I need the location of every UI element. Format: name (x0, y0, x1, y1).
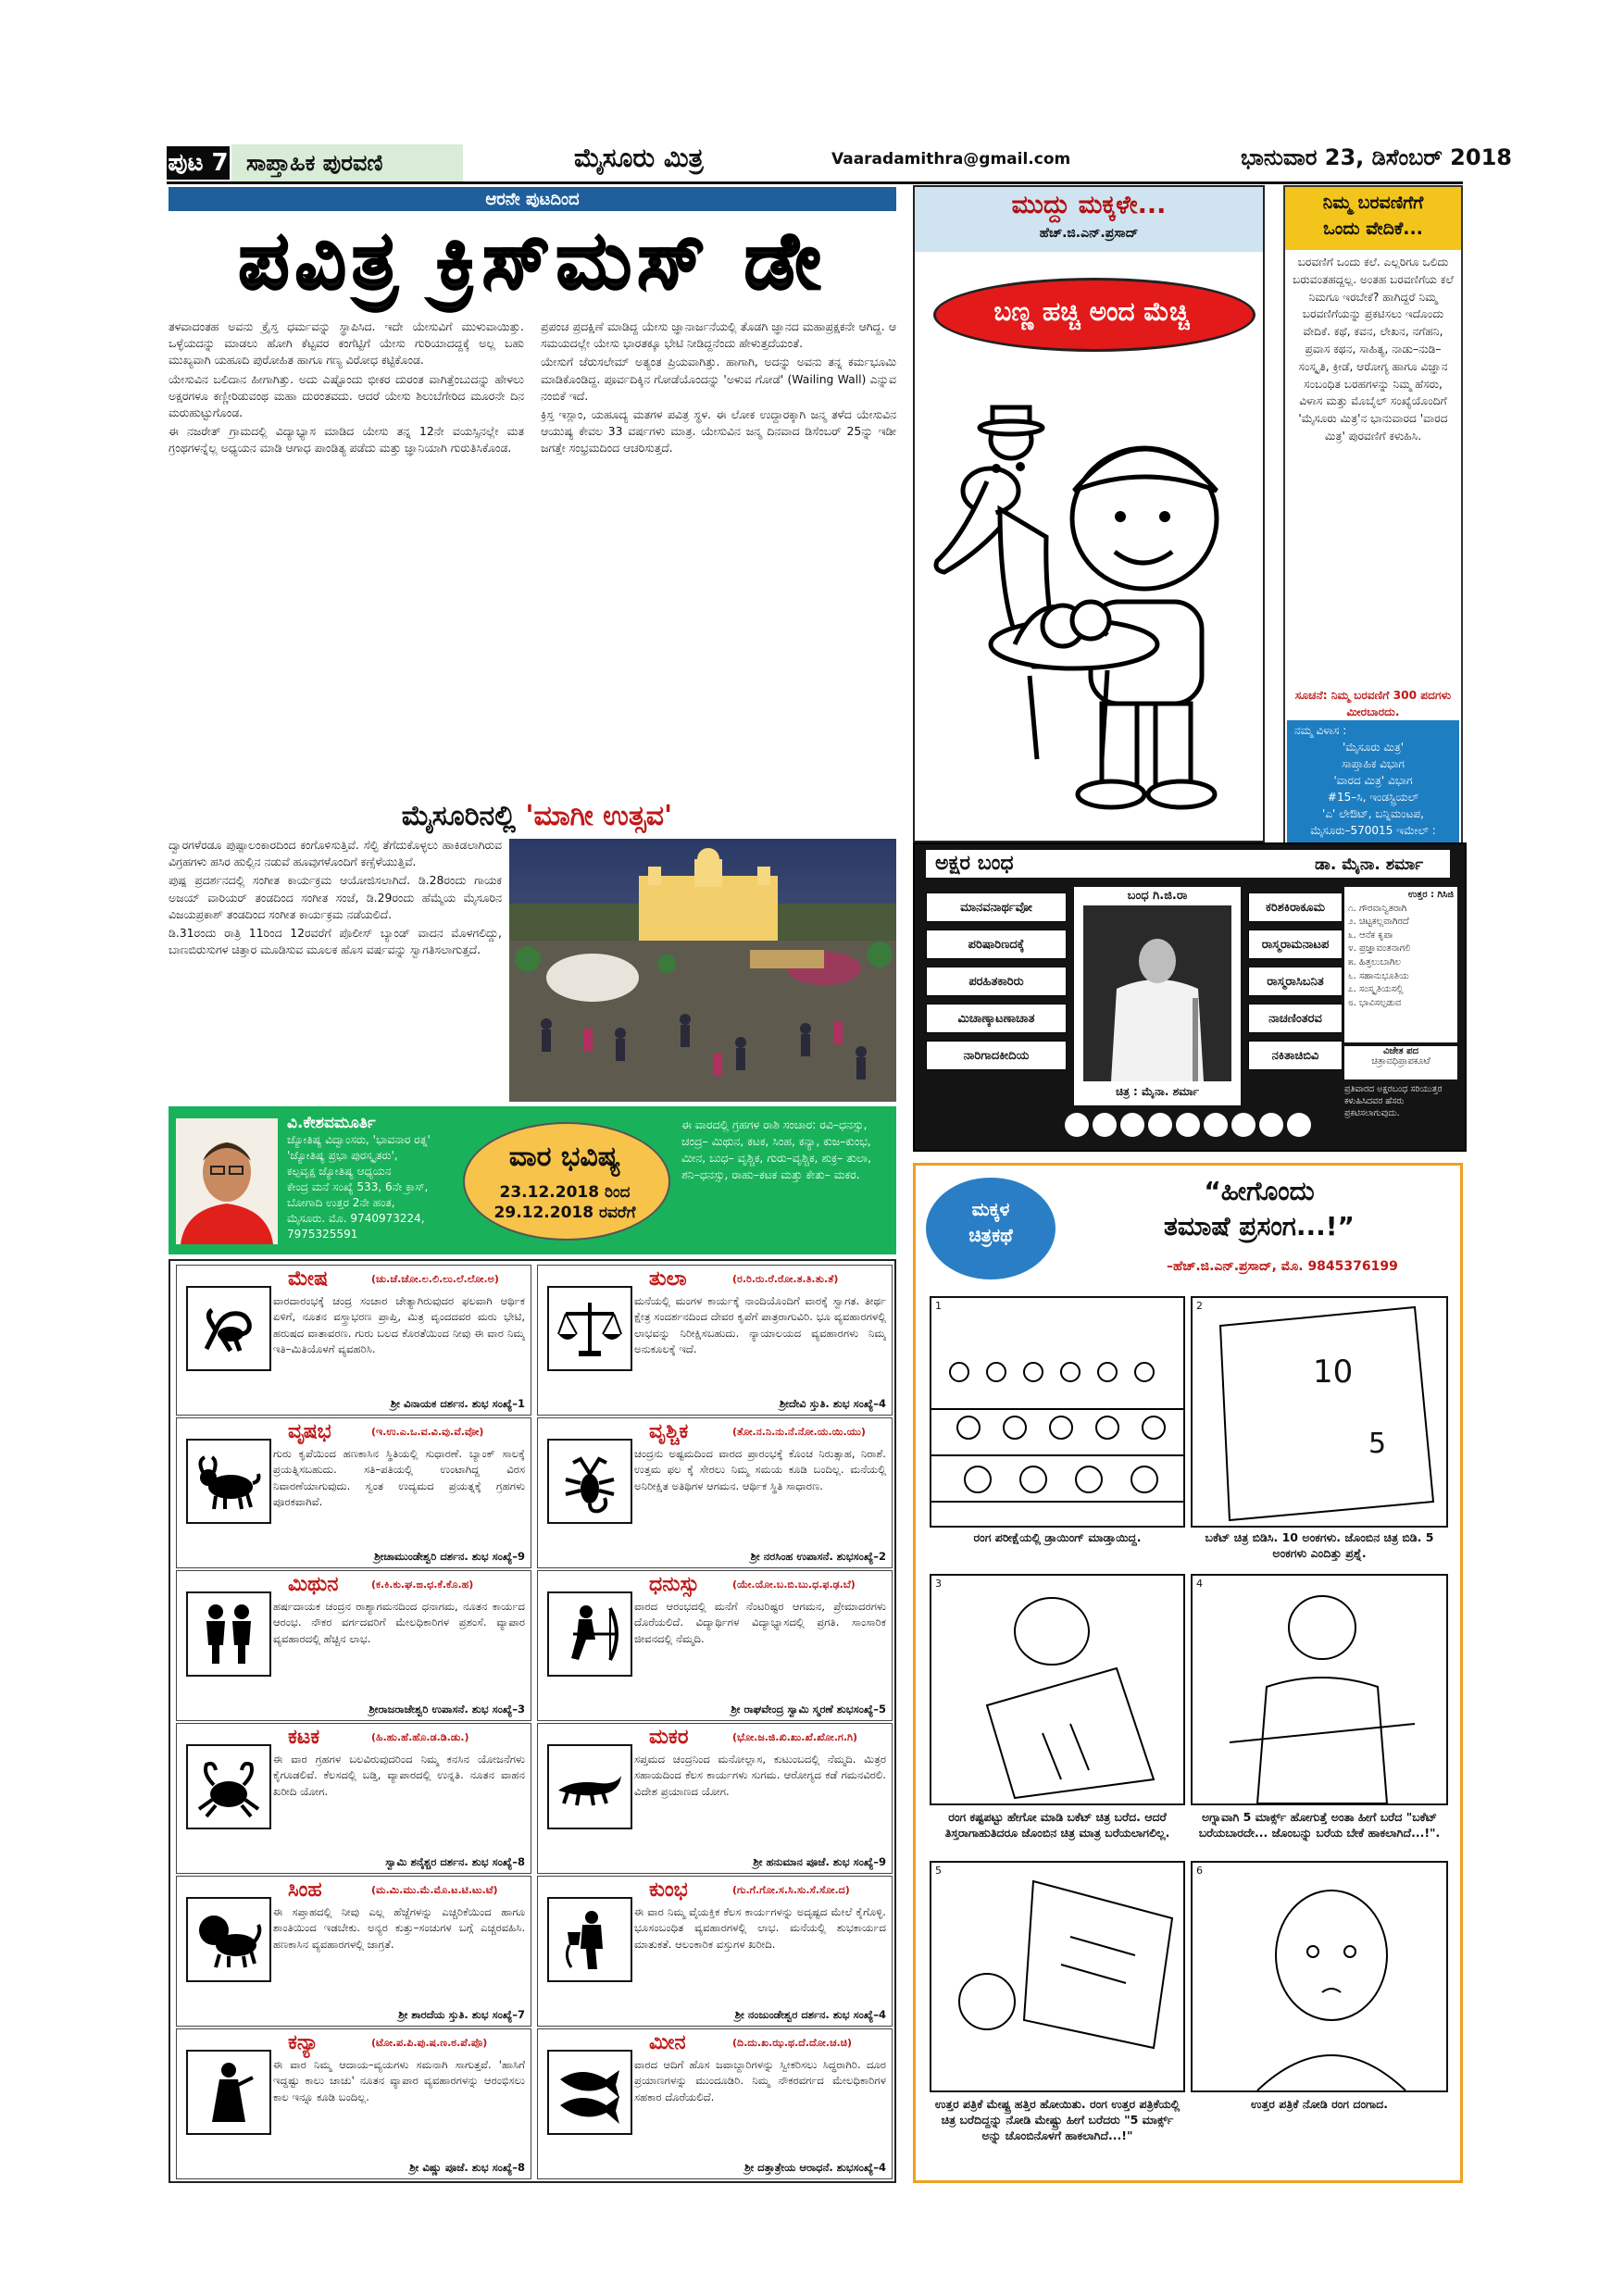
lead-paragraph: ಪ್ರಪಂಚ ಪ್ರದಕ್ಷಿಣೆ ಮಾಡಿದ್ದ ಯೇಸು ಜ್ಞಾನಾರ್ಜನೆಯಲ್ಲಿ ತೊಡಗಿ ಜ್ಞಾನದ ಮಹಾಪ್ರಕ್ಷಕನೇ ಆಗಿದ್ದ. ಆ ಸಮಯದಲ್ಲೇ ಯೇಸು ಭಾರತಕ್ಕೂ ಭೇಟಿ ನೀಡಿದ್ದನೆಂದು ಹೇಳುತ್ತದೆಯಂತೆ. (541, 319, 896, 351)
crossword-left-row[interactable]: ನಾರಿಗಾದಕೀದಿಯ (926, 1041, 1067, 1070)
astrologer-credential: ಬೋಗಾದಿ ಉತ್ತರ 2ನೇ ಹಂತ, (287, 1196, 395, 1209)
comic-panel (1191, 1296, 1448, 1528)
answer-circle[interactable] (1120, 1113, 1144, 1137)
submissions-text: ಬರವಣಿಗೆ ಒಂದು ಕಲೆ. ಎಲ್ಲರಿಗೂ ಒಲಿದು ಬರುವಂತಹದ್ದಲ್ಲ. ಅಂತಹ ಬರವಣಿಗೆಯ ಕಲೆ ನಿಮಗೂ ಇರಬೇಕೆ? ಹಾಗಿದ್ದರೆ ನಿಮ್ಮ ಬರವಣಿಗೆಯನ್ನು ಪ್ರಕಟಿಸಲು ಇದೊಂದು ವೇದಿಕೆ. ಕಥೆ, ಕವನ, ಲೇಖನ, ನಗೆಹನಿ, ಪ್ರವಾಸ ಕಥನ, ಸಾಹಿತ್ಯ, ನಾಡು–ನುಡಿ–ಸಂಸ್ಕೃತಿ, ಕ್ರೀಡೆ, ಆರೋಗ್ಯ ಹಾಗೂ ವಿಜ್ಞಾನ ಸಂಬಂಧಿತ ಬರಹಗಳನ್ನು ನಿಮ್ಮ ಹೆಸರು, ವಿಳಾಸ ಮತ್ತು ಮೊಬೈಲ್ ಸಂಖ್ಯೆಯೊಂದಿಗೆ 'ಮೈಸೂರು ಮಿತ್ರ'ನ ಭಾನುವಾರದ 'ವಾರದ ಮಿತ್ರ' ಪುರವಣಿಗೆ ಕಳುಹಿಸಿ. (1293, 256, 1454, 443)
sign-footer: ಶ್ರೀರಾಜರಾಜೇಶ್ವರಿ ಉಪಾಸನೆ. ಶುಭ ಸಂಖ್ಯೆ–3 (369, 1703, 525, 1716)
taurus-icon (186, 1439, 271, 1524)
sign-card (176, 1723, 531, 1874)
sign-footer: ಶ್ರೀಚಾಮುಂಡೇಶ್ವರಿ ದರ್ಶನ. ಶುಭ ಸಂಖ್ಯೆ–9 (374, 1550, 525, 1563)
lead-column-1 (169, 318, 524, 800)
header-email: Vaaradamithra@gmail.com (831, 150, 1071, 168)
comic-title-line1: “ಹೀಗೊಂದು (1204, 1176, 1315, 1206)
sign-letters: (ಯೇ.ಯೋ.ಬ.ಬಿ.ಬು.ಧ.ಫ.ಢ.ಬೆ) (732, 1578, 856, 1591)
comic-caption: ರಂಗ ಪರೀಕ್ಷೆಯಲ್ಲಿ ಡ್ರಾಯಿಂಗ್ ಮಾಡ್ತಾಯಿದ್ದ. (973, 1530, 1142, 1544)
sign-name: ವೃಶ್ಚಿಕ (649, 1420, 689, 1443)
crossword-answer: ೩. ಆನೆಕ ಕೃಪಾ (1348, 930, 1393, 941)
comic-caption: ಬಕೆಟ್ ಚಿತ್ರ ಬಿಡಿಸಿ. 10 ಅಂಕಗಳು. ಜೊಂಬಿನ ಚಿತ್ರ ಬಿಡಿ. 5 ಅಂಕಗಳು ಎಂದಿತ್ತು ಪ್ರಶ್ನೆ. (1205, 1530, 1434, 1560)
sign-footer: ಶ್ರೀ ದತ್ತಾತ್ರೇಯ ಆರಾಧನೆ. ಶುಭಸಂಖ್ಯೆ–4 (744, 2161, 886, 2174)
panel-number: 5 (935, 1865, 942, 1877)
horoscope-title: ವಾರ ಭವಿಷ್ಯ (508, 1141, 621, 1173)
answer-circle[interactable] (1231, 1113, 1255, 1137)
crossword-answers (1344, 887, 1457, 1042)
astrologer-photo (176, 1118, 278, 1244)
panel-number: 2 (1196, 1300, 1203, 1312)
crossword-right-row[interactable]: ನಾಚಣಿಂತರವ (1248, 1004, 1343, 1033)
crossword-prize-tag: ವಿಜೇತ ಪದ (1382, 1046, 1419, 1056)
address-line: ಸಾಪ್ತಾಹಿಕ ವಿಭಾಗ (1342, 757, 1405, 770)
lead-column-2 (541, 318, 896, 800)
sign-letters: (ಗು.ಗೆ.ಗೋ.ಸ.ಸಿ.ಸು.ಸೆ.ಸೋ.ದ) (732, 1884, 850, 1896)
sign-text: ಈ ಸಪ್ತಾಹದಲ್ಲಿ ನೀವು ಎಲ್ಲ ಹೆಜ್ಜೆಗಳನ್ನು ಎಚ್ಚರಿಕೆಯಿಂದ ಹಾಗೂ ಶಾಂತಿಯಿಂದ ಇಡಬೇಕು. ಅನ್ಯರ ಕುತ್ತು–ಸಂಚುಗಳ ಬಗ್ಗೆ ಎಚ್ಚರವಹಿಸಿ. ಹಣಕಾಸಿನ ವ್ಯವಹಾರಗಳಲ್ಲಿ ಜಾಗ್ರತೆ. (273, 1905, 525, 1951)
sign-text: ವಾರದ ಆರಂಭದಲ್ಲಿ ಮನೆಗೆ ನೆಂಟರಿಷ್ಟರ ಆಗಮನ, ಪ್ರೇಮಾದರಗಳು ದೊರೆಯಲಿದೆ. ವಿದ್ಯಾರ್ಥಿಗಳ ವಿದ್ಯಾಭ್ಯಾಸದಲ್ಲಿ ಪ್ರಗತಿ. ಸಾಂಸಾರಿಕ ಜೀವನದಲ್ಲಿ ನೆಮ್ಮದಿ. (634, 1600, 886, 1645)
sign-footer: ಶ್ರೀ ವಿಷ್ಣು ಪೂಜೆ. ಶುಭ ಸಂಖ್ಯೆ–8 (409, 2161, 525, 2174)
crossword-note: ಪ್ರತಿವಾರದ ಅಕ್ಷರಬಂಧ ಸರಿಯುತ್ತರ ಕಳುಹಿಸಿದವರ ಹೆಸರು ಪ್ರಕಟಿಸಲಾಗುವುದು. (1344, 1084, 1443, 1118)
answer-circle[interactable] (1204, 1113, 1228, 1137)
submissions-note: ಸೂಚನೆ: ನಿಮ್ಮ ಬರವಣಿಗೆ 300 ಪದಗಳು ಮೀರಬಾರದು. (1294, 689, 1452, 718)
crossword-answer-circles (1065, 1113, 1333, 1141)
sign-footer: ಶ್ರೀ ವಿನಾಯಕ ದರ್ಶನ. ಶುಭ ಸಂಖ್ಯೆ–1 (390, 1397, 525, 1410)
sign-letters: (ಚು.ಚೆ.ಚೋ.ಲ.ಲಿ.ಲು.ಲೆ.ಲೋ.ಅ) (371, 1273, 499, 1285)
sign-letters: (ದಿ.ದು.ಖ.ಝ.ಥ.ದೆ.ದೋ.ಚ.ಚಿ) (732, 2037, 853, 2049)
gemini-icon (186, 1591, 271, 1677)
astrologer-credential: 'ಜ್ಯೋತಿಷ್ಯ ಪ್ರಭಾ ಪುರಸ್ಕೃತರು', (287, 1149, 398, 1162)
crossword-answer: ೫. ಹಿತ್ತಲುಬಾಗಿಲ (1348, 956, 1401, 967)
sign-name: ತುಲಾ (649, 1267, 687, 1291)
sign-footer: ಶ್ರೀ ನರಸಿಂಹ ಉಪಾಸನೆ. ಶುಭಸಂಖ್ಯೆ–2 (750, 1550, 886, 1563)
astrologer-credential: ಜ್ಯೋತಿಷ್ಯ ವಿದ್ವಾಂಸರು, 'ಭಾವನಾರ ರತ್ನ' (287, 1133, 431, 1146)
sign-name: ಧನುಸ್ಸು (649, 1573, 700, 1596)
scorpio-icon (547, 1439, 632, 1524)
crossword-right-row[interactable]: ಕರಿಶಕಿರಾಕೂಮ (1248, 892, 1343, 922)
panel-number: 6 (1196, 1865, 1203, 1877)
sign-card (537, 1723, 893, 1874)
paper-mark-5: 5 (1368, 1428, 1387, 1460)
sign-footer: ಸ್ವಾಮಿ ಶನೈಶ್ಚರ ದರ್ಶನ. ಶುಭ ಸಂಖ್ಯೆ–8 (385, 1855, 525, 1868)
crossword-title: ಅಕ್ಷರ ಬಂಧ (935, 852, 1014, 875)
section-title: ಸಾಪ್ತಾಹಿಕ ಪುರವಣಿ (231, 144, 463, 181)
sign-card (537, 1570, 893, 1721)
panel-number: 1 (935, 1300, 942, 1312)
sign-name: ಮಕರ (649, 1726, 689, 1749)
aquarius-icon (547, 1897, 632, 1982)
answer-circle[interactable] (1148, 1113, 1172, 1137)
lead-paragraph: ಯೇಸುಗೆ ಜೆರುಸಲೇಮ್ ಅತ್ಯಂತ ಪ್ರಿಯವಾಗಿತ್ತು. ಹಾಗಾಗಿ, ಅದನ್ನು ಅವನು ತನ್ನ ಕರ್ಮಭೂಮಿ ಮಾಡಿಕೊಂಡಿದ್ದ. ಪೂರ್ವದಿಕ್ಕಿನ ಗೋಡೆಯೊಂದನ್ನು 'ಅಳುವ ಗೋಡೆ' (Wailing Wall) ಎನ್ನುವ ನಂಬಿಕೆ ಇದೆ. (541, 355, 896, 403)
paper-mark-10: 10 (1313, 1354, 1354, 1391)
classroom-illustration (931, 1298, 1183, 1526)
sign-card (176, 1417, 531, 1568)
sign-card (176, 1570, 531, 1721)
panel-number: 4 (1196, 1578, 1203, 1590)
planet-transit-text: ಈ ವಾರದಲ್ಲಿ ಗ್ರಹಗಳ ರಾಶಿ ಸಂಚಾರ: ರವಿ–ಧನಸ್ಸು, ಚಂದ್ರ– ಮಿಥುನ, ಕಟಕ, ಸಿಂಹ, ಕನ್ಯಾ, ಕುಜ–ಕುಂಭ, ಮೀನ, ಬುಧ– ವೃಶ್ಚಿಕ, ಗುರು–ವೃಶ್ಚಿಕ, ಶುಕ್ರ– ತುಲಾ, ಶನಿ–ಧನಸ್ಸು, ರಾಹು–ಕಟಕ ಮತ್ತು ಕೇತು– ಮಕರ. (681, 1117, 872, 1181)
lead-paragraph: ಈ ನಜರೇತ್ ಗ್ರಾಮದಲ್ಲಿ ವಿದ್ಯಾಭ್ಯಾಸ ಮಾಡಿದ ಯೇಸು ತನ್ನ 12ನೇ ವಯಸ್ಸಿನಲ್ಲೇ ಮತ ಗ್ರಂಥಗಳನ್ನೆಲ್ಲ ಅಧ್ಯಯನ ಮಾಡಿ ಆಗಾಧ ಪಾಂಡಿತ್ಯ ಪಡೆದು ಮತ್ತು ಜ್ಞಾನಿಯಾಗಿ ಗುರುತಿಸಿಕೊಂಡ. (169, 424, 524, 455)
sign-name: ಮಿಥುನ (288, 1573, 339, 1596)
palace-flower-show-photo (509, 839, 896, 1102)
lead-paragraph: ಯೇಸುವಿನ ಬಲಿದಾನ ಹೀಗಾಗಿತ್ತು. ಅದು ಎಷ್ಟೊಂದು ಭೀಕರ ದುರಂತ ವಾಗಿತ್ತೆಂಬುದನ್ನು ಹೇಳಲು ಅಕ್ಷರಗಳೂ ಕಣ್ಣೀರಿಡುವಂಥ ಮಹಾ ದುರಂತವದು. ಆದರೆ ಯೇಸು ಶಿಲುಬೆಗೇರಿದ ಮೂರನೇ ದಿನ ಮರುಹುಟ್ಟುಗೊಂಡ. (169, 371, 524, 420)
sign-letters: (ಟೋ.ಪ.ಪಿ.ಪು.ಷ.ಣ.ಠ.ಪೆ.ಪೊ) (371, 2037, 488, 2049)
crossword-portrait (1083, 905, 1231, 1081)
aries-icon (186, 1286, 271, 1371)
sign-letters: (ತೋ.ನ.ನಿ.ನು.ನೆ.ನೋ.ಯ.ಯಿ.ಯು) (732, 1426, 866, 1438)
pisces-icon (547, 2050, 632, 2135)
astrologer-credential: ಕಲ್ಪವೃಕ್ಷ ಜ್ಯೋತಿಷ್ಯ ಆಧ್ಯಯನ (287, 1165, 392, 1178)
kids-byline: ಹೆಚ್.ಜಿ.ಎನ್.ಪ್ರಸಾದ್ (1039, 226, 1139, 241)
panel-number: 3 (935, 1578, 942, 1590)
sign-text: ಚಂದ್ರನು ಅಷ್ಟಮದಿಂದ ವಾರದ ಪ್ರಾರಂಭಕ್ಕೆ ಕೊಂಚ ನಿರುತ್ಸಾಹ, ನಿರಾಶೆ. ಉತ್ತಮ ಫಲ ಕ್ಕೆ ಸೇರಲು ನಿಮ್ಮ ಸಮಯ ಕೂಡಿ ಬಂದಿಲ್ಲ. ಮನೆಯಲ್ಲಿ ಅನಿರೀಕ್ಷಿತ ಅತಿಥಿಗಳ ಆಗಮನ. ಆರ್ಥಿಕ ಸ್ಥಿತಿ ಸಾಧಾರಣ. (634, 1447, 886, 1492)
capricorn-icon (547, 1744, 632, 1829)
crossword-answer: ೮. ಭಾವಿಸಲ್ಪಡುವ (1348, 997, 1402, 1008)
question-paper-illustration (1193, 1298, 1446, 1526)
sign-footer: ಶ್ರೀ ನಂಜುಂಡೇಶ್ವರ ದರ್ಶನ. ಶುಭ ಸಂಖ್ಯೆ–4 (734, 2008, 886, 2021)
sign-name: ಮೇಷ (288, 1267, 329, 1291)
sign-name: ಕುಂಭ (649, 1878, 688, 1902)
comic-panel (930, 1861, 1185, 2092)
crossword-answer-title: ಉತ್ತರ : ಗಿಸಿಜಿ (1407, 890, 1454, 900)
sign-letters: (ಭೋ.ಜ.ಜಿ.ಖಿ.ಖು.ಖೆ.ಖೋ.ಗ.ಗಿ) (732, 1731, 858, 1743)
comic-panel (930, 1574, 1185, 1805)
sign-text: ಈ ವಾರ ಗ್ರಹಗಳ ಬಲವಿರುವುದರಿಂದ ನಿಮ್ಮ ಕನಸಿನ ಯೋಜನೆಗಳು ಕೈಗೂಡಲಿವೆ. ಕೆಲಸದಲ್ಲಿ ಬಡ್ತಿ, ವ್ಯಾಪಾರದಲ್ಲಿ ಉನ್ನತಿ. ನೂತನ ವಾಹನ ಖರೀದಿ ಯೋಗ. (273, 1753, 525, 1798)
submissions-subtitle: ಒಂದು ವೇದಿಕೆ... (1323, 218, 1423, 239)
address-line: #15–ಸಿ, ಇಂಡಸ್ಟ್ರಿಯಲ್ (1327, 791, 1419, 804)
horoscope-range-to: 29.12.2018 ರವರೆಗೆ (493, 1204, 636, 1222)
crossword-left-row[interactable]: ಮಾನವನಾರ್ಥವೋ (926, 892, 1067, 922)
sign-name: ಮೀನ (649, 2031, 686, 2054)
magi-paragraph: ದ್ವಾರಗಳೆರಡೂ ಪುಷ್ಪಾಲಂಕಾರದಿಂದ ಕಂಗೊಳಿಸುತ್ತಿವೆ. ಸೆಲ್ಫಿ ತೆಗೆದುಕೊಳ್ಳಲು ಹಾಕಿಡಲಾಗಿರುವ ವಿಗ್ರಹಗಳು ಹಸಿರ ಹುಲ್ಲಿನ ನಡುವೆ ಹೂವುಗಳೊಂದಿಗೆ ಕಣ್ಸೆಳೆಯುತ್ತಿವೆ. (169, 838, 502, 869)
crossword-prize-word: ಚಿತ್ರಾವಧಿಪ್ರಾಪಕೂಟೆ (1371, 1056, 1430, 1067)
sign-card (537, 2028, 893, 2179)
crossword-left-row[interactable]: ಪರಿಷಾರಿಣದಕ್ಕೆ (926, 930, 1067, 959)
address-line: ಮೈಸೂರು–570015 ಇಮೇಲ್ : (1310, 824, 1436, 837)
masthead: ಮೈಸೂರು ಮಿತ್ರ (574, 143, 704, 173)
sign-text: ಸಪ್ತಮದ ಚಂದ್ರನಿಂದ ಮನೋಲ್ಲಾಸ, ಕುಟುಂಬದಲ್ಲಿ ನೆಮ್ಮದಿ. ಮಿತ್ರರ ಸಹಾಯದಿಂದ ಕೆಲಸ ಕಾರ್ಯಗಳು ಸುಗಮ. ಆರೋಗ್ಯದ ಕಡೆ ಗಮನವಿರಲಿ. ವಿದೇಶ ಪ್ರಯಾಣದ ಯೋಗ. (634, 1753, 886, 1798)
cancer-icon (186, 1744, 271, 1829)
astrologer-credential: 7975325591 (287, 1228, 358, 1241)
crossword-prize-box (1344, 1046, 1457, 1079)
comic-badge-line1: ಮಕ್ಕಳ (971, 1198, 1010, 1220)
sign-name: ಕನ್ಯಾ (288, 2031, 319, 2054)
header-date: ಭಾನುವಾರ 23, ಡಿಸೆಂಬರ್ 2018 (1241, 144, 1512, 170)
sign-text: ವಾರದ ಆದಿಗೆ ಹೊಸ ಜವಾಬ್ದಾರಿಗಳನ್ನು ಸ್ವೀಕರಿಸಲು ಸಿದ್ಧರಾಗಿರಿ. ದೂರ ಪ್ರಯಾಣಗಳನ್ನು ಮುಂದೂಡಿರಿ. ನಿಮ್ಮ ನೌಕರವರ್ಗದ ಮೇಲಧಿಕಾರಿಗಳ ಸಹಕಾರ ದೊರೆಯಲಿದೆ. (634, 2058, 886, 2103)
kids-banner: ಬಣ್ಣ ಹಚ್ಚಿ ಅಂದ ಮೆಚ್ಚಿ (993, 296, 1190, 327)
comic-badge-line2: ಚಿತ್ರಕಥೆ (968, 1224, 1013, 1246)
sign-text: ಈ ವಾರ ನಿಮ್ಮ ಆದಾಯ–ವ್ಯಯಗಳು ಸಮನಾಗಿ ಸಾಗುತ್ತವೆ. 'ಹಾಸಿಗೆ ಇದ್ದಷ್ಟು ಕಾಲು ಚಾಚು' ನೂತನ ವ್ಯಾಪಾರ ವ್ಯವಹಾರಗಳನ್ನು ಆರಂಭಿಸಲು ಕಾಲ ಇನ್ನೂ ಕೂಡಿ ಬಂದಿಲ್ಲ. (273, 2058, 525, 2103)
teacher-correcting-illustration (931, 1863, 1183, 2090)
sign-text: ಈ ವಾರ ನಿಮ್ಮ ವೈಯಕ್ತಿಕ ಕೆಲಸ ಕಾರ್ಯಗಳನ್ನು ಅದೃಷ್ಟದ ಮೇಲೆ ಕೈಗೊಳ್ಳಿ. ಭೂಸಂಬಂಧಿತ ವ್ಯವಹಾರಗಳಲ್ಲಿ ಲಾಭ. ಮನೆಯಲ್ಲಿ ಶುಭಕಾರ್ಯದ ಮಾತುಕತೆ. ಆಲಂಕಾರಿಕ ವಸ್ತುಗಳ ಖರೀದಿ. (634, 1905, 886, 1951)
magi-text (169, 837, 502, 1105)
sign-text: ವಾರದಾರಂಭಕ್ಕೆ ಚಂದ್ರ ಸಂಚಾರ ಚೇತ್ಯಾಗಿರುವುದರ ಫಲವಾಗಿ ಆರ್ಥಿಕ ಏಳಿಗೆ, ನೂತನ ವಸ್ತ್ರಾಭರಣ ಪ್ರಾಪ್ತಿ, ಮಿತ್ರ ವೃಂದದವರ ಮರು ಭೇಟಿ, ಹರುಷದ ವಾತಾವರಣ. ಗುರು ಬಲದ ಕೊರತೆಯಿಂದ ನೀವು ಈ ವಾರ ನಿಮ್ಮ ಇತಿ–ಮಿತಿಯೊಳಗೆ ವ್ಯವಹರಿಸಿ. (273, 1294, 525, 1356)
sign-footer: ಶ್ರೀ ರಾಘವೇಂದ್ರ ಸ್ವಾಮಿ ಸ್ಮರಣೆ ಶುಭಸಂಖ್ಯೆ–5 (731, 1703, 886, 1716)
magi-headline (204, 800, 870, 833)
coloring-cartoon (926, 352, 1252, 833)
crossword-answer: ೭. ಸಂಸ್ಕೃತಿಯಸಲ್ಲಿ (1348, 984, 1404, 995)
answer-circle[interactable] (1065, 1113, 1089, 1137)
crossword-answer: ೧. ಗೌರವಾನ್ವಿತರಾಗಿ (1348, 903, 1407, 914)
crossword-right-row[interactable]: ರಾಸ್ಮರಾಸಿಬನಿತ (1248, 967, 1343, 996)
sign-letters: (ಇ.ಉ.ಎ.ಒ.ವ.ವಿ.ವು.ವೆ.ವೋ) (371, 1426, 484, 1438)
header-rule (167, 181, 1463, 184)
horoscope-range-from: 23.12.2018 ರಿಂದ (499, 1183, 631, 1202)
comic-caption: ಉತ್ತರ ಪತ್ರಿಕೆ ಮೇಷ್ಟ್ರ ಹತ್ತಿರ ಹೋಯಿತು. ರಂಗ ಉತ್ತರ ಪತ್ರಿಕೆಯಲ್ಲಿ ಚಿತ್ರ ಬರೆದಿದ್ದನ್ನು ನೋಡಿ ಮೇಷ್ಟ್ರು ಹೀಗೆ ಬರೆದರು "5 ಮಾರ್ಕ್ಸ್ ಅನ್ನು ಚೊಂಬಿನೊಳಗೆ ಹಾಕಲಾಗಿದೆ...!" (934, 2097, 1181, 2142)
crossword-answer: ೨. ಚಿಟ್ಟಕಲ್ಲವಾಗಿರದೆ (1348, 917, 1409, 928)
crossword-answer: ೬. ಸಹಾನುಭೂತಿಯ (1348, 970, 1409, 981)
magi-paragraph: ಪುಷ್ಪ ಪ್ರದರ್ಶನದಲ್ಲಿ ಸಂಗೀತ ಕಾರ್ಯಕ್ರಮ ಆಯೋಜಿಸಲಾಗಿದೆ. ಡಿ.28ರಂದು ಗಾಯಕ ಅಜಯ್ ವಾರಿಯರ್ ತಂಡದಿಂದ ಸಂಗೀತ ಸಂಜೆ, ಡಿ.29ರಂದು ಹೆಮ್ಮೆಯ ಮೈಸೂರಿನ ವಿಜಯಪ್ರಕಾಶ್ ತಂಡದಿಂದ ಸಂಗೀತ ಕಾರ್ಯಕ್ರಮ ನಡೆಯಲಿದೆ. (169, 873, 502, 921)
sagittarius-icon (547, 1591, 632, 1677)
crossword-center-title: ಬಂಧ ಗಿ.ಜಿ.ರಾ (1127, 889, 1188, 903)
crossword-left-row[interactable]: ಮಿಚಾಣ್ಕಾಟಣಾಚಾತ (926, 1004, 1067, 1033)
virgo-icon (186, 2050, 271, 2135)
crossword-right-row[interactable]: ನಕಿತಾಚಿಬಿವಿ (1248, 1041, 1343, 1070)
sign-name: ಸಿಂಹ (288, 1878, 322, 1902)
sign-letters: (ಹಿ.ಹು.ಹೆ.ಹೊ.ಡ.ಡಿ.ಡು.) (371, 1731, 469, 1743)
sign-text: ಹರ್ಷದಾಯಕ ಚಂದ್ರನ ರಾಶ್ಯಾಗಮನದಿಂದ ಧನಾಗಮ, ನೂತನ ಕಾರ್ಯದ ಆರಂಭ. ನೌಕರ ವರ್ಗದವರಿಗೆ ಮೇಲಧಿಕಾರಿಗಳ ಪ್ರಶಂಸೆ. ವ್ಯಾಪಾರ ವ್ಯವಹಾರದಲ್ಲಿ ಹೆಚ್ಚಿನ ಲಾಭ. (273, 1600, 525, 1645)
lead-paragraph: ಕ್ರಿಸ್ತ ಇಸ್ಲಾಂ, ಯಹೂದ್ಯ ಮತಗಳ ಪವಿತ್ರ ಸ್ಥಳ. ಈ ಲೋಕ ಉದ್ದಾರಕ್ಕಾಗಿ ಜನ್ಮ ತಳೆದ ಯೇಸುವಿನ ಆಯುಷ್ಯ ಕೇವಲ 33 ವರ್ಷಗಳು ಮಾತ್ರ. ಯೇಸುವಿನ ಜನ್ಮ ದಿನವಾದ ಡಿಸೆಂಬರ್ 25ನ್ನು ಇಡೀ ಜಗತ್ತೇ ಸಂಭ್ರಮದಿಂದ ಆಚರಿಸುತ್ತದೆ. (541, 407, 896, 455)
sign-footer: ಶ್ರೀ ಶಾರದೆಯ ಸ್ತುತಿ. ಶುಭ ಸಂಖ್ಯೆ–7 (398, 2008, 525, 2021)
astrologer-name: ವಿ.ಕೇಶವಮೂರ್ತಿ (287, 1114, 376, 1132)
writing-boy-illustration (1193, 1576, 1446, 1803)
lead-headline: ಪವಿತ್ರ ಕ್ರಿಸ್‌ಮಸ್ ಡೇ (238, 214, 827, 307)
sign-letters: (ಮ.ಮಿ.ಮು.ಮೆ.ಮೊ.ಟ.ಟಿ.ಟು.ಟೆ) (371, 1884, 498, 1896)
continued-band: ಆರನೇ ಪುಟದಿಂದ (169, 187, 896, 211)
comic-panel (1191, 1861, 1448, 2092)
sign-footer: ಶ್ರೀದೇವಿ ಸ್ತುತಿ. ಶುಭ ಸಂಖ್ಯೆ–4 (779, 1397, 886, 1410)
address-tag: ನಮ್ಮ ವಿಳಾಸ : (1294, 724, 1347, 737)
magi-headline-pre: ಮೈಸೂರಿನಲ್ಲಿ (401, 800, 526, 832)
address-line: 'ವಾರದ ಮಿತ್ರ' ವಿಭಾಗ (1333, 774, 1413, 787)
sign-card (537, 1417, 893, 1568)
libra-icon (547, 1286, 632, 1371)
submissions-title: ನಿಮ್ಮ ಬರವಣಿಗೆಗೆ (1322, 193, 1424, 213)
answer-circle[interactable] (1176, 1113, 1200, 1137)
magi-paragraph: ಡಿ.31ರಂದು ರಾತ್ರಿ 11ರಿಂದ 12ರವರೆಗೆ ಪೊಲೀಸ್ ಬ್ಯಾಂಡ್ ವಾದನ ಮೊಳಗಲಿದ್ದು, ಬಾಣಬಿರುಸುಗಳ ಚಿತ್ತಾರ ಮೂಡಿಸುವ ಮೂಲಕ ಹೊಸ ವರ್ಷವನ್ನು ಸ್ವಾಗತಿಸಲಾಗುತ್ತದೆ. (169, 926, 502, 957)
comic-title-line2: ತಮಾಷೆ ಪ್ರಸಂಗ...!” (1164, 1211, 1355, 1242)
crossword-caption: ಚಿತ್ರ : ಮೈನಾ. ಶರ್ಮಾ (1115, 1085, 1200, 1098)
comic-panel (930, 1296, 1185, 1528)
sign-text: ಗುರು ಕೃಪೆಯಿಂದ ಹಣಕಾಸಿನ ಸ್ಥಿತಿಯಲ್ಲಿ ಸುಧಾರಣೆ. ಬ್ಯಾಂಕ್ ಸಾಲಕ್ಕೆ ಪ್ರಯತ್ನಿಸಬಹುದು. ಸತಿ–ಪತಿಯಲ್ಲಿ ಉಂಟಾಗಿದ್ದ ವಿರಸ ನಿವಾರಣೆಯಾಗುವುದು. ಸ್ವಂತ ಉದ್ಯಮದ ಪ್ರಯತ್ನಕ್ಕೆ ಗ್ರಹಗಳು ಪೂರಕವಾಗಿವೆ. (273, 1447, 525, 1509)
crossword-answer: ೪. ಪ್ರಜ್ಞಾವಂತನಾಗಲಿ (1348, 943, 1411, 955)
answer-circle[interactable] (1093, 1113, 1117, 1137)
sign-footer: ಶ್ರೀ ಹನುಮಾನ ಪೂಜೆ. ಶುಭ ಸಂಖ್ಯೆ–9 (753, 1855, 886, 1868)
sign-name: ವೃಷಭ (288, 1420, 331, 1443)
crossword-right-row[interactable]: ರಾಸ್ಮರಾಮನಾಟಪ (1248, 930, 1343, 959)
sign-letters: (ರ.ರಿ.ರು.ರೆ.ರೋ.ತ.ತಿ.ತು.ತೆ) (732, 1273, 839, 1285)
answer-circle[interactable] (1259, 1113, 1283, 1137)
address-line: 'ಮೈಸೂರು ಮಿತ್ರ' (1342, 741, 1405, 754)
answer-circle[interactable] (1287, 1113, 1311, 1137)
comic-panel (1191, 1574, 1448, 1805)
address-line: 'ಎ' ಲೇಔಟ್, ಬನ್ನಿಮಂಟಪ, (1322, 807, 1424, 820)
sign-text: ಮನೆಯಲ್ಲಿ ಮಂಗಳ ಕಾರ್ಯಕ್ಕೆ ನಾಂದಿಯೊಂದಿಗೆ ವಾರಕ್ಕೆ ಸ್ವಾಗತ. ತೀರ್ಥ ಕ್ಷೇತ್ರ ಸಂದರ್ಶನದಿಂದ ದೇವರ ಕೃಪೆಗೆ ಪಾತ್ರರಾಗುವಿರಿ. ಭೂ ವ್ಯವಹಾರಗಳಲ್ಲಿ ಲಾಭವನ್ನು ನಿರೀಕ್ಷಿಸಬಹುದು. ನ್ಯಾಯಾಲಯದ ವ್ಯವಹಾರಗಳು ನಿಮ್ಮ ಅನುಕೂಲಕ್ಕೆ ಇದೆ. (634, 1294, 886, 1356)
sign-card (176, 1265, 531, 1416)
comic-caption: ರಂಗ ಕಷ್ಟಪಟ್ಟು ಹೇಗೋ ಮಾಡಿ ಬಕೆಟ್ ಚಿತ್ರ ಬರೆದ. ಆದರೆ ತಿಸ್ತರಾಗಾಹುತಿದರೂ ಜೊಂಬಿನ ಚಿತ್ರ ಮಾತ್ರ ಬರೆಯಲಾಗಲಿಲ್ಲ. (944, 1810, 1170, 1840)
sign-card (176, 2028, 531, 2179)
drawing-bucket-illustration (931, 1576, 1183, 1803)
sign-card (176, 1876, 531, 2027)
sign-name: ಕಟಕ (288, 1726, 320, 1749)
lead-paragraph: ತಳವಾದಂತಹ ಅವನು ಕ್ರೈಸ್ತ ಧರ್ಮವನ್ನು ಸ್ಥಾಪಿಸಿದ. ಇದೇ ಯೇಸುವಿಗೆ ಮುಳುವಾಯಿತ್ತು. ಒಳ್ಳೆಯದನ್ನು ಮಾಡಲು ಹೋಗಿ ಕೆಟ್ಟವರ ಕಂಗೆಟ್ಟಿಗೆ ಯೇಸು ಗುರಿಯಾದದ್ದಕ್ಕೆ ಅಲ್ಲ ಬಹು ಮುಖ್ಯವಾಗಿ ಯಹೂದಿ ಪುರೋಹಿತ ಹಾಗೂ ಗಣ್ಯ ವಿರೋಧ ಕಟ್ಟಿಕೊಂಡ. (169, 319, 524, 368)
sign-letters: (ಕ.ಕಿ.ಕು.ಘ.ಙ.ಛ.ಕೆ.ಕೊ.ಹ) (371, 1578, 474, 1591)
comic-byline: –ಹೆಚ್.ಜಿ.ಎನ್.ಪ್ರಸಾದ್, ಮೊ. 9845376199 (1167, 1259, 1398, 1274)
comic-caption: ಉತ್ತರ ಪತ್ರಿಕೆ ನೋಡಿ ರಂಗ ದಂಗಾದ. (1251, 2097, 1388, 2111)
shocked-boy-illustration (1193, 1863, 1446, 2090)
crossword-author: ಡಾ. ಮೈನಾ. ಶರ್ಮಾ (1315, 855, 1424, 874)
kids-title: ಮುದ್ದು ಮಕ್ಕಳೇ... (1011, 191, 1167, 219)
astrologer-credential: ಕೇಂದ್ರ ಮನೆ ಸಂಖ್ಯೆ 533, 6ನೇ ಕ್ರಾಸ್, (287, 1180, 429, 1193)
sign-card (537, 1265, 893, 1416)
leo-icon (186, 1897, 271, 1982)
sign-card (537, 1876, 893, 2027)
astrologer-credential: ಮೈಸೂರು. ಮೊ. 9740973224, (287, 1212, 425, 1225)
magi-headline-highlight: 'ಮಾಗೀ ಉತ್ಸವ' (525, 800, 673, 832)
crossword-left-row[interactable]: ಪರಹಿತಕಾರಿರು (926, 967, 1067, 996)
page-number: ಪುಟ 7 (167, 146, 230, 180)
comic-caption: ಅಗ್ನಾವಾಗಿ 5 ಮಾರ್ಕ್ಸ್ ಹೋಗುತ್ತೆ ಅಂತಾ ಹೀಗೆ ಬರೆದ "ಬಕೆಟ್ ಬರೆಯಬಾರದೇ... ಜೊಂಬನ್ನು ಬರೆಯ ಬೇಕೆ ಹಾಕಲಾಗಿದೆ...!". (1198, 1810, 1441, 1840)
